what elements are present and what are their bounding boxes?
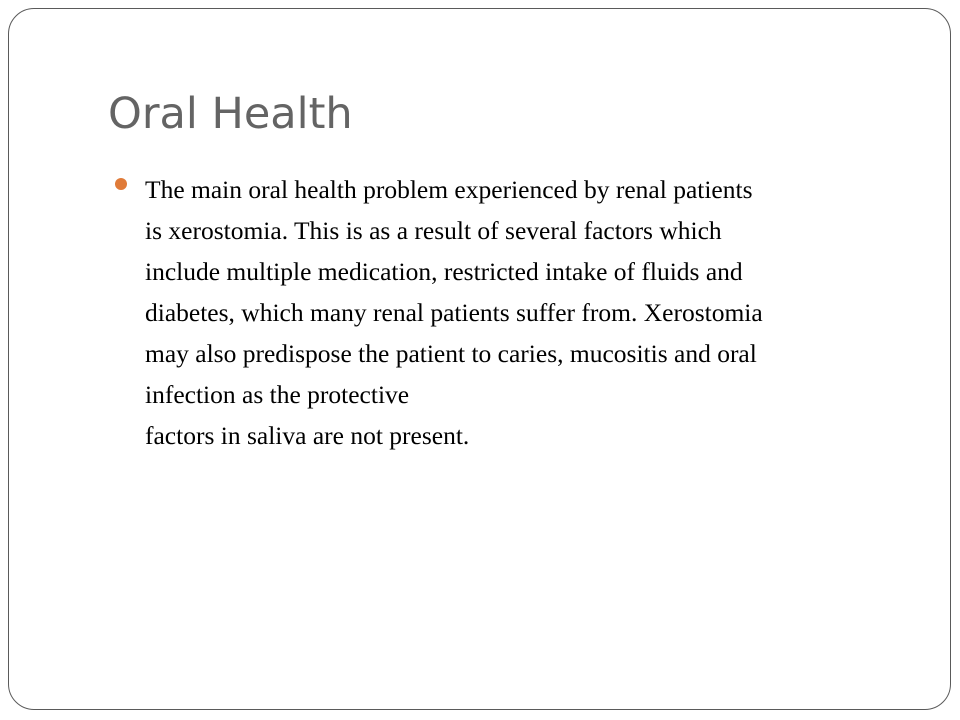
bullet-line: factors in saliva are not present.	[145, 421, 470, 450]
bullet-line: is xerostomia. This is as a result of several factors which	[145, 216, 722, 245]
slide	[8, 8, 951, 710]
bullet-list	[115, 169, 905, 456]
bullet-item	[115, 169, 905, 456]
bullet-line: infection as the protective	[145, 380, 410, 409]
bullet-line: diabetes, which many renal patients suffer from. Xerostomia	[145, 298, 763, 327]
bullet-dot-icon	[115, 178, 127, 190]
bullet-text	[145, 169, 905, 456]
slide-title: Oral Health	[108, 89, 353, 139]
bullet-line: The main oral health problem experienced by renal patients	[145, 175, 753, 204]
bullet-line: include multiple medication, restricted intake of fluids and	[145, 257, 743, 286]
bullet-line: may also predispose the patient to caries, mucositis and oral	[145, 339, 757, 368]
